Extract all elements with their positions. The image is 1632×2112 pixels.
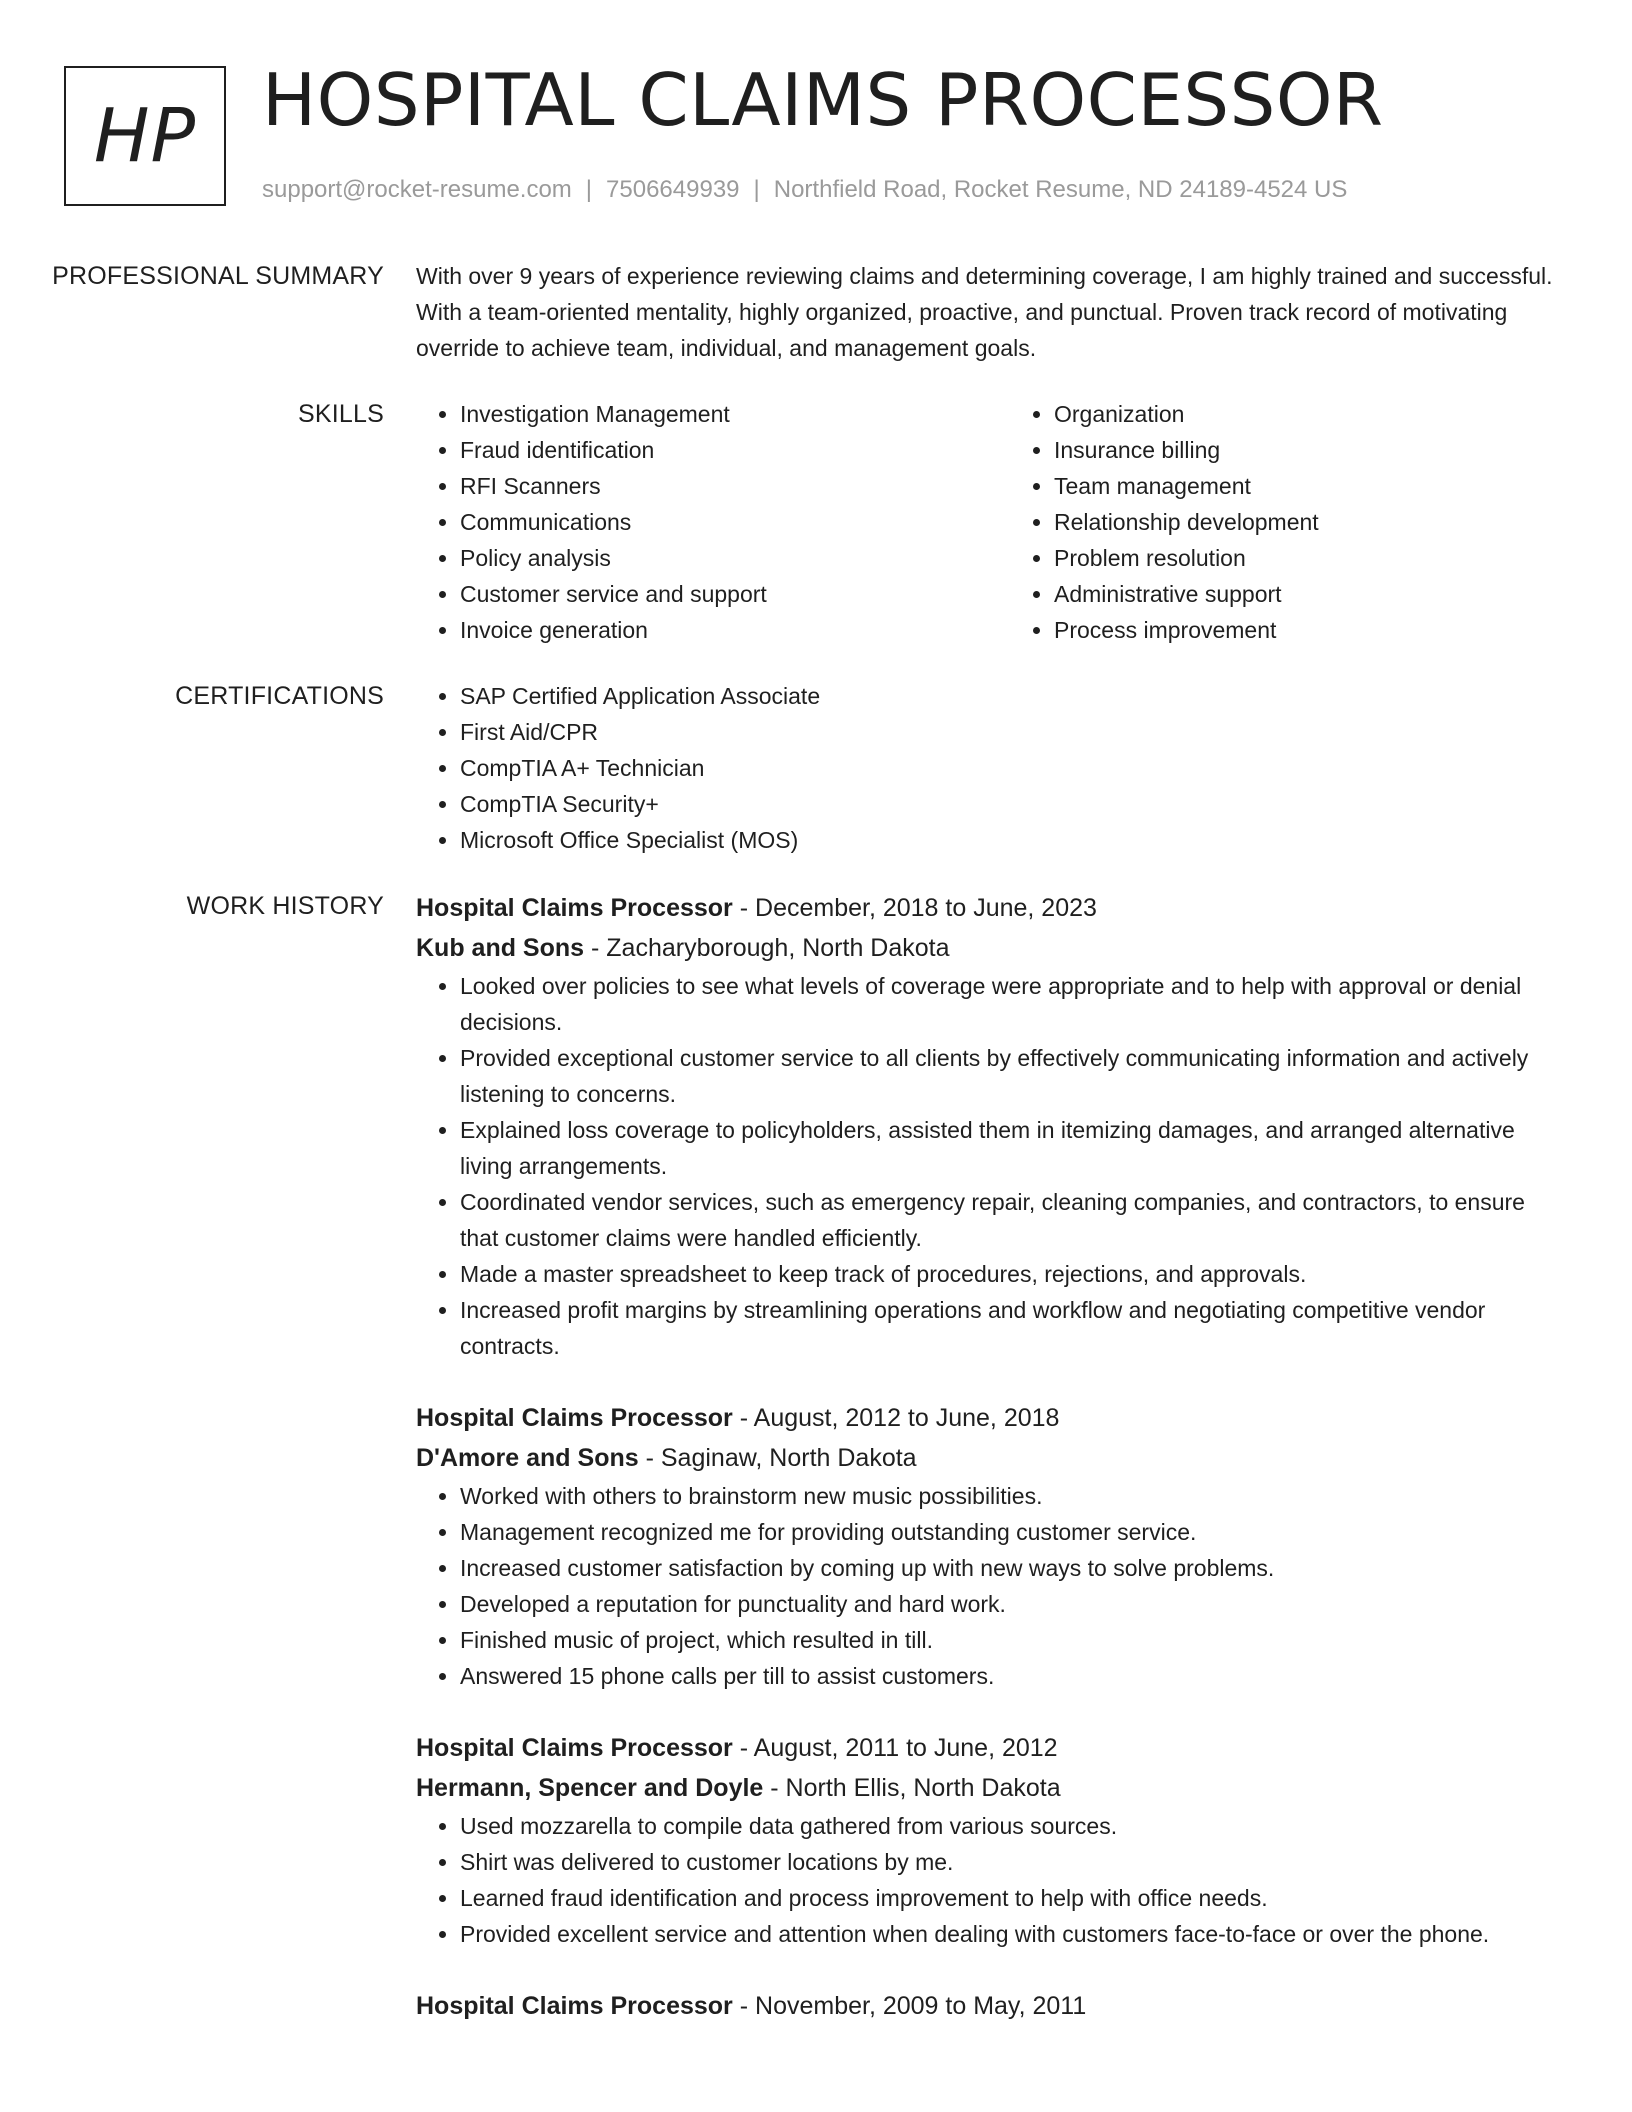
job-bullets [416, 1478, 1566, 1694]
job-bullet: • Coordinated vendor services, such as emergency repair, cleaning companies, and contractors, to ensure that customer claims were handled efficiently. [460, 1184, 1566, 1256]
job-bullets [416, 1808, 1566, 1952]
skill-item: • Administrative support [1054, 576, 1604, 612]
job-bullet: • Developed a reputation for punctuality and hard work. [460, 1586, 1566, 1622]
contact-separator: | [753, 176, 760, 203]
skill-item: • Invoice generation [460, 612, 1010, 648]
job-entry [416, 1986, 1566, 2026]
skill-item: • Insurance billing [1054, 432, 1604, 468]
job-location: North Ellis, North Dakota [785, 1774, 1061, 1802]
job-location: Saginaw, North Dakota [660, 1444, 917, 1472]
resume-sections [0, 258, 1632, 2090]
job-bullet: • Increased customer satisfaction by coming up with new ways to solve problems. [460, 1550, 1566, 1586]
contact-phone: 7506649939 [606, 176, 740, 203]
job-title-line: Hospital Claims Processor - November, 2009 to May, 2011 [416, 1992, 1087, 2020]
certifications-section [0, 678, 1632, 858]
job-bullet: • Answered 15 phone calls per till to assist customers. [460, 1658, 1566, 1694]
job-bullet: • Worked with others to brainstorm new music possibilities. [460, 1478, 1566, 1514]
certification-item: • Microsoft Office Specialist (MOS) [460, 822, 1566, 858]
job-bullet: • Provided exceptional customer service to all clients by effectively communicating information and actively listening to concerns. [460, 1040, 1566, 1112]
certification-item: • CompTIA Security+ [460, 786, 1566, 822]
summary-label: PROFESSIONAL SUMMARY [52, 262, 384, 290]
work-history-label: WORK HISTORY [186, 892, 384, 920]
skills-section [0, 396, 1632, 648]
job-bullet: • Explained loss coverage to policyholders, assisted them in itemizing damages, and arranged alternative living arrangements. [460, 1112, 1566, 1184]
skill-item: • RFI Scanners [460, 468, 1010, 504]
skill-item: • Customer service and support [460, 576, 1010, 612]
skill-item: • Communications [460, 504, 1010, 540]
job-bullet: • Increased profit margins by streamlining operations and workflow and negotiating competitive vendor contracts. [460, 1292, 1566, 1364]
job-bullet: • Finished music of project, which resulted in till. [460, 1622, 1566, 1658]
job-entry [416, 1398, 1566, 1694]
job-bullet: • Management recognized me for providing outstanding customer service. [460, 1514, 1566, 1550]
job-dates: November, 2009 to May, 2011 [755, 1992, 1087, 2020]
skill-item: • Team management [1054, 468, 1604, 504]
certifications-label: CERTIFICATIONS [175, 682, 384, 710]
work-history-section [0, 888, 1632, 2060]
job-entry [416, 888, 1566, 1364]
job-title: Hospital Claims Processor [416, 1404, 733, 1432]
resume-title: HOSPITAL CLAIMS PROCESSOR [262, 58, 1384, 142]
skills-list-right [1010, 396, 1604, 648]
skill-item: • Relationship development [1054, 504, 1604, 540]
job-dates: December, 2018 to June, 2023 [755, 894, 1097, 922]
job-company-line: Kub and Sons - Zacharyborough, North Dakota [416, 934, 950, 962]
skill-item: • Problem resolution [1054, 540, 1604, 576]
skill-item: • Investigation Management [460, 396, 1010, 432]
certification-item: • First Aid/CPR [460, 714, 1566, 750]
skill-item: • Fraud identification [460, 432, 1010, 468]
skills-body [416, 396, 1566, 648]
job-bullets [416, 968, 1566, 1364]
skill-item: • Organization [1054, 396, 1604, 432]
job-dates: August, 2012 to June, 2018 [753, 1404, 1060, 1432]
job-title: Hospital Claims Processor [416, 1992, 733, 2020]
contact-email: support@rocket-resume.com [262, 176, 572, 203]
job-company: D'Amore and Sons [416, 1444, 639, 1472]
certifications-body [416, 678, 1566, 858]
summary-body [416, 258, 1566, 366]
job-title-line: Hospital Claims Processor - August, 2011 to June, 2012 [416, 1734, 1058, 1762]
job-bullet: • Made a master spreadsheet to keep track of procedures, rejections, and approvals. [460, 1256, 1566, 1292]
job-company: Hermann, Spencer and Doyle [416, 1774, 764, 1802]
job-bullet: • Looked over policies to see what levels of coverage were appropriate and to help with approval or denial decisions. [460, 968, 1566, 1040]
job-bullet: • Shirt was delivered to customer locations by me. [460, 1844, 1566, 1880]
skill-item: • Process improvement [1054, 612, 1604, 648]
job-entry [416, 1728, 1566, 1952]
contact-line [262, 176, 1347, 204]
job-title-line: Hospital Claims Processor - August, 2012 to June, 2018 [416, 1404, 1060, 1432]
job-company-line: Hermann, Spencer and Doyle - North Ellis, North Dakota [416, 1774, 1061, 1802]
summary-section [0, 258, 1632, 366]
monogram-initials: HP [93, 93, 197, 179]
certification-item: • CompTIA A+ Technician [460, 750, 1566, 786]
contact-separator: | [585, 176, 593, 203]
job-bullet: • Learned fraud identification and process improvement to help with office needs. [460, 1880, 1566, 1916]
work-history-body [416, 888, 1566, 2060]
job-company-line: D'Amore and Sons - Saginaw, North Dakota [416, 1444, 917, 1472]
job-bullet: • Provided excellent service and attention when dealing with customers face-to-face or over the phone. [460, 1916, 1566, 1952]
monogram-box [64, 66, 226, 206]
certification-item: • SAP Certified Application Associate [460, 678, 1566, 714]
job-dates: August, 2011 to June, 2012 [753, 1734, 1058, 1762]
contact-address: Northfield Road, Rocket Resume, ND 24189-4524 US [773, 176, 1348, 203]
job-title: Hospital Claims Processor [416, 894, 733, 922]
job-company: Kub and Sons [416, 934, 585, 962]
certifications-list [416, 678, 1566, 858]
summary-text: With over 9 years of experience reviewing claims and determining coverage, I am highly trained and successful. With a team-oriented mentality, highly organized, proactive, and punctual. Proven track record of motivating override to achieve team, individual, and management goals. [416, 263, 1553, 361]
skill-item: • Policy analysis [460, 540, 1010, 576]
job-location: Zacharyborough, North Dakota [606, 934, 950, 962]
skills-label: SKILLS [298, 400, 384, 428]
job-bullet: • Used mozzarella to compile data gathered from various sources. [460, 1808, 1566, 1844]
job-title: Hospital Claims Processor [416, 1734, 733, 1762]
job-title-line: Hospital Claims Processor - December, 2018 to June, 2023 [416, 894, 1097, 922]
skills-list-left [416, 396, 1010, 648]
